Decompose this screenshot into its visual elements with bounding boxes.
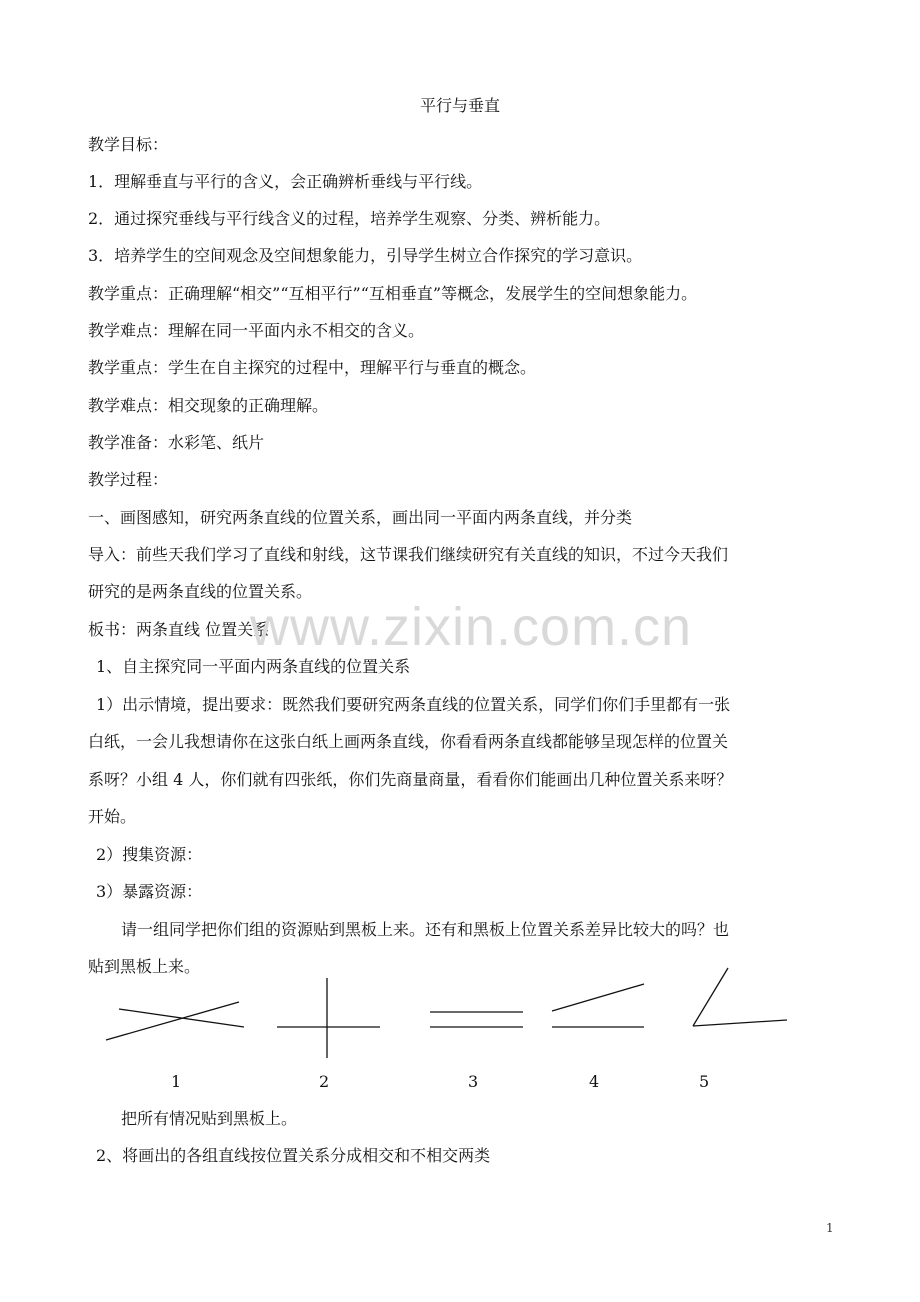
text-line: 教学难点：理解在同一平面内永不相交的含义。 bbox=[88, 321, 425, 340]
text-line: 研究的是两条直线的位置关系。 bbox=[88, 582, 313, 601]
text-line: 2、将画出的各组直线按位置关系分成相交和不相交两类 bbox=[96, 1146, 491, 1165]
text-line: 请一组同学把你们组的资源贴到黑板上来。还有和黑板上位置关系差异比较大的吗？也 bbox=[121, 920, 730, 939]
text-line: 教学重点：学生在自主探究的过程中，理解平行与垂直的概念。 bbox=[88, 358, 537, 377]
text-line: 教学准备：水彩笔、纸片 bbox=[88, 433, 265, 452]
text-line: 把所有情况贴到黑板上。 bbox=[121, 1109, 298, 1128]
figure-label-1: 1 bbox=[171, 1072, 182, 1091]
text-line: 板书：两条直线 位置关系 bbox=[88, 620, 270, 639]
text-line: 贴到黑板上来。 bbox=[88, 957, 201, 976]
text-line: 2．通过探究垂线与平行线含义的过程，培养学生观察、分类、辨析能力。 bbox=[88, 209, 611, 228]
text-line: 3）暴露资源： bbox=[96, 882, 203, 901]
figure-label-5: 5 bbox=[699, 1072, 710, 1091]
text-line: 教学过程： bbox=[88, 470, 169, 489]
watermark-text: www.zixin.com.cn bbox=[250, 597, 693, 657]
figure-1-line-a bbox=[106, 1002, 239, 1040]
figure-5-line-a bbox=[693, 968, 728, 1026]
text-line: 1）出示情境，提出要求：既然我们要研究两条直线的位置关系，同学们你们手里都有一张 bbox=[96, 695, 731, 714]
text-line: 白纸，一会儿我想请你在这张白纸上画两条直线，你看看两条直线都能够呈现怎样的位置关 bbox=[88, 732, 729, 751]
line-relationship-figure bbox=[95, 960, 795, 1065]
figure-4-line-a bbox=[552, 984, 644, 1011]
figure-label-2: 2 bbox=[319, 1072, 330, 1091]
figure-label-4: 4 bbox=[589, 1072, 600, 1091]
figure-label-3: 3 bbox=[468, 1072, 479, 1091]
text-line: 一、画图感知，研究两条直线的位置关系，画出同一平面内两条直线，并分类 bbox=[88, 508, 633, 527]
text-line: 开始。 bbox=[88, 807, 137, 826]
text-line: 教学难点：相交现象的正确理解。 bbox=[88, 396, 329, 415]
text-line: 导入：前些天我们学习了直线和射线，这节课我们继续研究有关直线的知识，不过今天我们 bbox=[88, 545, 729, 564]
text-line: 2）搜集资源： bbox=[96, 845, 203, 864]
text-line: 1、自主探究同一平面内两条直线的位置关系 bbox=[96, 657, 411, 676]
page-number: 1 bbox=[826, 1221, 834, 1235]
text-line: 教学重点：正确理解“相交”“互相平行”“互相垂直”等概念，发展学生的空间想象能力。 bbox=[88, 284, 698, 303]
document-title: 平行与垂直 bbox=[419, 96, 500, 115]
text-line: 3．培养学生的空间观念及空间想象能力，引导学生树立合作探究的学习意识。 bbox=[88, 246, 643, 265]
text-line: 教学目标： bbox=[88, 135, 169, 154]
figure-5-line-b bbox=[693, 1020, 787, 1026]
text-line: 1．理解垂直与平行的含义，会正确辨析垂线与平行线。 bbox=[88, 172, 483, 191]
text-line: 系呀？小组 4 人，你们就有四张纸，你们先商量商量，看看你们能画出几种位置关系来呀？ bbox=[88, 770, 733, 789]
figure-1-line-b bbox=[119, 1009, 244, 1027]
